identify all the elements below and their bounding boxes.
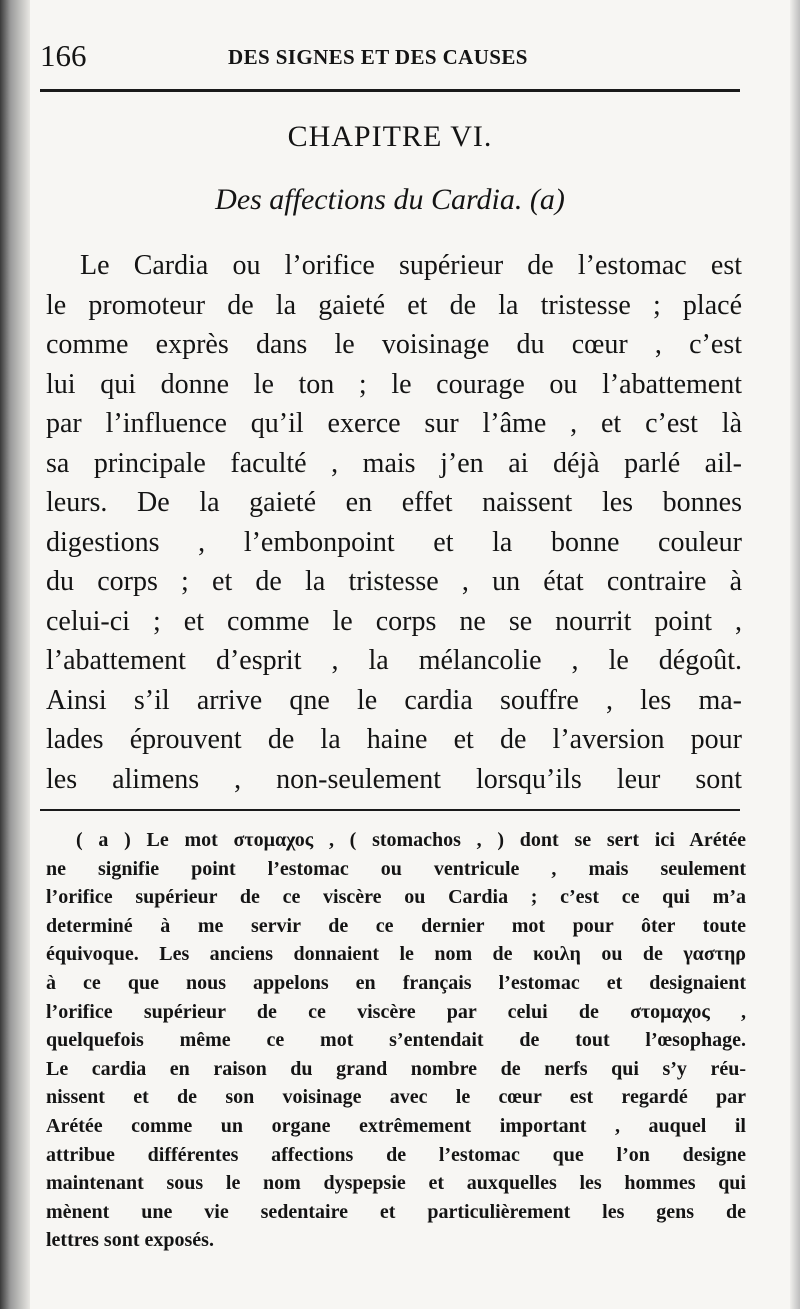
footnote-line: maintenant sous le nom dyspepsie et auxquelles les hommes qui xyxy=(46,1172,746,1195)
body-line: du corps ; et de la tristesse , un état contraire à xyxy=(46,566,742,597)
footnote-line: determiné à me servir de ce dernier mot pour ôter toute xyxy=(46,914,746,937)
footnote-line: l’orifice supérieur de ce viscère par celui de στομαχος , xyxy=(46,1000,746,1023)
chapter-subtitle: Des affections du Cardia. (a) xyxy=(215,183,565,216)
body-line: digestions , l’embonpoint et la bonne couleur xyxy=(46,526,742,558)
body-line: celui-ci ; et comme le corps ne se nourrit point , xyxy=(46,605,742,637)
footnote-line: quelquefois même ce mot s’entendait de tout l’œsophage. xyxy=(46,1029,746,1052)
footnote-line: ne signifie point l’estomac ou ventricule , mais seulement xyxy=(46,857,746,880)
header-rule xyxy=(40,89,740,92)
body-line: lui qui donne le ton ; le courage ou l’abattement xyxy=(46,368,742,400)
footnote xyxy=(46,826,746,1255)
footnote-line: nissent et de son voisinage avec le cœur est regardé par xyxy=(46,1086,746,1109)
body-line: comme exprès dans le voisinage du cœur , c’est xyxy=(46,329,742,360)
body-line: Ainsi s’il arrive qne le cardia souffre , les ma- xyxy=(46,684,742,716)
footnote-line: attribue différentes affections de l’estomac que l’on designe xyxy=(46,1143,746,1166)
footnote-line: Le cardia en raison du grand nombre de nerfs qui s’y réu- xyxy=(46,1057,746,1080)
footnote-line: lettres sont exposés. xyxy=(46,1229,214,1252)
page-edge xyxy=(790,0,800,1309)
body-line: les alimens , non-seulement lorsqu’ils leur sont xyxy=(46,763,742,795)
body-line: sa principale faculté , mais j’en ai déjà parlé ail- xyxy=(46,447,742,479)
footnote-rule xyxy=(40,809,740,811)
footnote-line: Arétée comme un organe extrêmement important , auquel il xyxy=(46,1114,746,1137)
footnote-line: l’orifice supérieur de ce viscère ou Cardia ; c’est ce qui m’a xyxy=(46,886,746,909)
body-line: le promoteur de la gaieté et de la tristesse ; placé xyxy=(46,289,742,321)
body-line: l’abattement d’esprit , la mélancolie , le dégoût. xyxy=(46,645,742,676)
binding-shadow xyxy=(0,0,30,1309)
body-line: leurs. De la gaieté en effet naissent les bonnes xyxy=(46,487,742,518)
body-line: lades éprouvent de la haine et de l’aversion pour xyxy=(46,724,742,755)
footnote-line: ( a ) Le mot στομαχος , ( stomachos , ) dont se sert ici Arétée xyxy=(76,829,746,851)
footnote-line: équivoque. Les anciens donnaient le nom de κοιλη ou de γαστηρ xyxy=(46,943,746,966)
body-line: par l’influence qu’il exerce sur l’âme , et c’est là xyxy=(46,408,742,439)
page-header xyxy=(40,30,740,80)
page-number: 166 xyxy=(40,38,87,73)
body-line: Le Cardia ou l’orifice supérieur de l’estomac est xyxy=(80,250,742,281)
chapter-title: CHAPITRE VI. xyxy=(287,120,493,153)
body-paragraph xyxy=(46,246,742,799)
running-head: DES SIGNES ET DES CAUSES xyxy=(228,45,528,69)
footnote-line: à ce que nous appelons en français l’estomac et designaient xyxy=(46,971,746,994)
footnote-line: mènent une vie sedentaire et particulièrement les gens de xyxy=(46,1200,746,1223)
